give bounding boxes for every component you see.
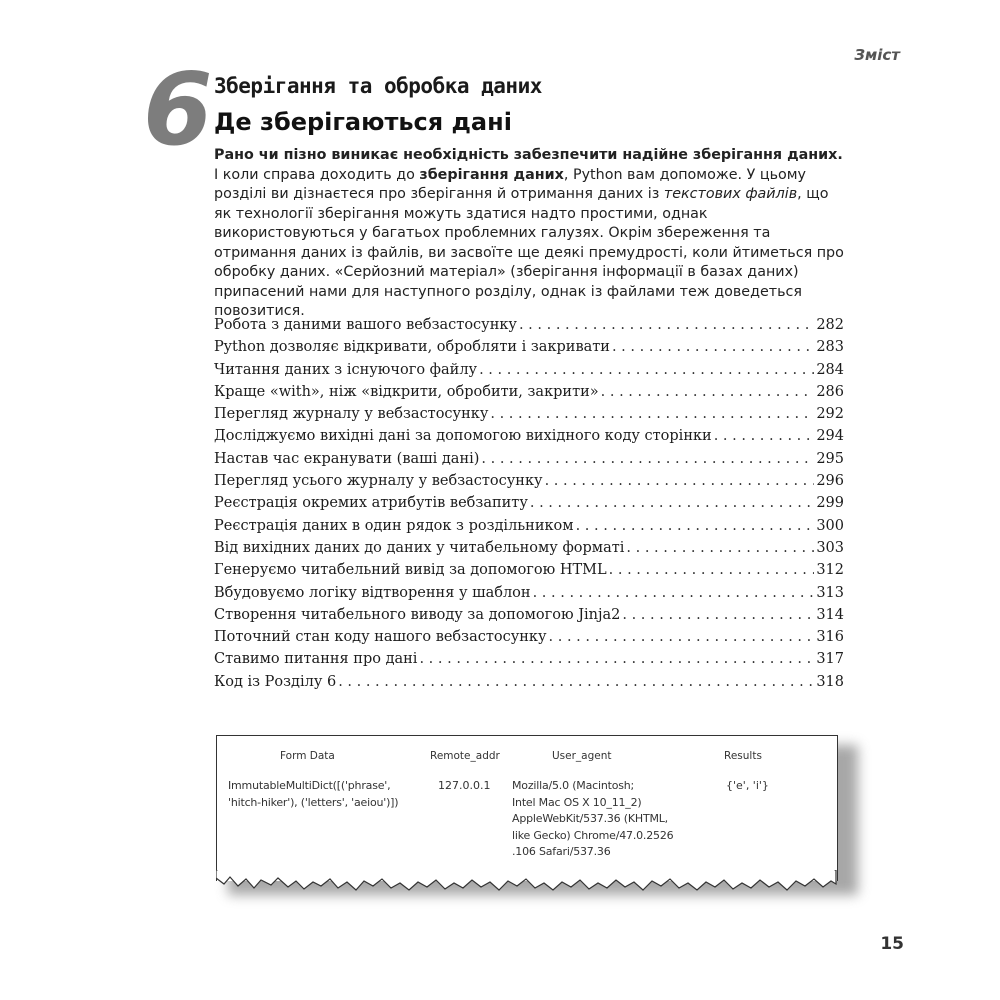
intro-italic: текстових файлів	[663, 186, 798, 202]
toc-entry-title: Від вихідних даних до даних у читабельному форматі	[214, 539, 625, 556]
torn-paper-edge	[216, 870, 839, 894]
toc-leader-dots	[533, 582, 815, 604]
toc-leader-dots	[626, 537, 814, 559]
log-cell-line: 'hitch-hiker'), ('letters', 'aeiou')])	[228, 795, 399, 809]
log-cell-line: AppleWebKit/537.36 (KHTML,	[512, 812, 668, 825]
toc-entry-page: 317	[816, 651, 844, 668]
table-of-contents	[214, 314, 844, 693]
log-cell-line: like Gecko) Chrome/47.0.2526	[512, 828, 674, 842]
toc-leader-dots	[490, 403, 814, 425]
toc-entry-title: Краще «with», ніж «відкрити, обробити, закрити»	[214, 383, 599, 400]
toc-entry-page: 294	[816, 428, 844, 445]
toc-entry-page: 282	[816, 317, 844, 333]
toc-entry-title: Поточний стан коду нашого вебзастосунку	[214, 629, 547, 646]
log-header-results: Results	[724, 750, 762, 762]
toc-entry-title: Читання даних з існуючого файлу	[214, 361, 478, 378]
toc-entry-page: 313	[816, 584, 844, 601]
log-cell-line: Mozilla/5.0 (Macintosh;	[512, 779, 635, 792]
toc-entry-page: 303	[816, 539, 844, 556]
toc-entry-page: 284	[816, 361, 844, 378]
toc-leader-dots	[622, 604, 814, 626]
toc-leader-dots	[481, 448, 814, 470]
intro-bold: зберігання даних	[419, 166, 564, 183]
toc-entry[interactable]	[214, 403, 844, 425]
toc-entry[interactable]	[214, 626, 844, 648]
toc-entry[interactable]	[214, 314, 844, 336]
toc-entry[interactable]	[214, 604, 844, 626]
running-header: Зміст	[854, 46, 900, 64]
toc-entry-title: Код із Розділу 6	[214, 673, 337, 690]
toc-entry[interactable]	[214, 381, 844, 403]
toc-entry-title: Вбудовуємо логіку відтворення у шаблон	[214, 584, 531, 601]
toc-entry-title: Перегляд усього журналу у вебзастосунку	[214, 473, 543, 490]
toc-entry[interactable]	[214, 671, 844, 693]
toc-leader-dots	[519, 314, 814, 336]
toc-entry-title: Реєстрація даних в один рядок з роздільником	[214, 517, 574, 534]
toc-entry-title: Реєстрація окремих атрибутів вебзапиту	[214, 495, 528, 512]
intro-text: , Python вам допоможе. У цьому розділі ви дізнаєтеся про зберігання й отримання даних із	[214, 166, 806, 202]
toc-entry-page: 312	[816, 562, 844, 579]
toc-entry-page: 295	[816, 450, 844, 467]
toc-entry-page: 299	[816, 495, 844, 512]
toc-leader-dots	[545, 470, 815, 492]
toc-leader-dots	[479, 359, 814, 381]
toc-entry[interactable]	[214, 448, 844, 470]
chapter-title: Зберігання та обробка даних	[214, 74, 542, 98]
toc-entry[interactable]	[214, 470, 844, 492]
log-cell-line: Intel Mac OS X 10_11_2)	[512, 795, 642, 809]
toc-entry-page: 314	[816, 606, 844, 623]
log-cell-user-agent	[512, 778, 673, 861]
log-cell-form-data	[228, 778, 398, 811]
toc-entry-page: 296	[816, 473, 844, 490]
log-cell-line: .106 Safari/537.36	[512, 845, 611, 858]
toc-entry[interactable]	[214, 425, 844, 447]
intro-paragraph	[214, 146, 846, 322]
toc-entry-title: Генеруємо читабельний вивід за допомогою HTML	[214, 562, 607, 579]
toc-entry[interactable]	[214, 336, 844, 358]
toc-leader-dots	[576, 515, 815, 537]
toc-entry-page: 292	[816, 406, 844, 423]
toc-entry-title: Python дозволяє відкривати, обробляти і закривати	[214, 339, 610, 356]
toc-leader-dots	[530, 492, 814, 514]
chapter-number: 6	[143, 51, 211, 168]
toc-entry-title: Створення читабельного виводу за допомогою Jinja2	[214, 606, 621, 623]
toc-entry[interactable]	[214, 648, 844, 670]
log-header-form-data: Form Data	[280, 750, 335, 762]
toc-leader-dots	[601, 381, 815, 403]
toc-entry-page: 283	[816, 339, 844, 356]
toc-entry-title: Ставимо питання про дані	[214, 651, 418, 668]
toc-entry-title: Робота з даними вашого вебзастосунку	[214, 317, 517, 333]
log-header-user-agent: User_agent	[552, 750, 612, 762]
page-number: 15	[880, 934, 904, 954]
chapter-subtitle: Де зберігаються дані	[214, 108, 512, 136]
intro-text: , що як технології зберігання можуть здатися надто простими, однак використовуються у багатьох проблемних галузях. Окрім збереження та отримання даних із файлів, ви засвоїте ще деякі премудрості, коли йтиметься про обробку даних. «Серйозний матеріал» (зберігання інформації в базах даних) припасений нами для наступного розділу, однак із файлами теж доведеться повозитися.	[214, 186, 844, 319]
toc-leader-dots	[612, 336, 814, 358]
log-cell-remote-addr: 127.0.0.1	[438, 779, 491, 792]
toc-entry-page: 316	[816, 629, 844, 646]
toc-entry[interactable]	[214, 492, 844, 514]
toc-entry-title: Досліджуємо вихідні дані за допомогою вихідного коду сторінки	[214, 428, 712, 445]
toc-entry[interactable]	[214, 582, 844, 604]
toc-entry[interactable]	[214, 359, 844, 381]
toc-entry-page: 300	[816, 517, 844, 534]
toc-leader-dots	[419, 648, 814, 670]
toc-entry[interactable]	[214, 559, 844, 581]
toc-entry[interactable]	[214, 537, 844, 559]
toc-entry-title: Настав час екранувати (ваші дані)	[214, 450, 480, 467]
toc-leader-dots	[714, 425, 815, 447]
toc-leader-dots	[549, 626, 815, 648]
toc-entry[interactable]	[214, 515, 844, 537]
toc-entry-title: Перегляд журналу у вебзастосунку	[214, 406, 489, 423]
toc-entry-page: 318	[816, 673, 844, 690]
log-header-remote-addr: Remote_addr	[430, 750, 500, 762]
toc-leader-dots	[609, 559, 815, 581]
intro-lead: Рано чи пізно виникає необхідність забезпечити надійне зберігання даних.	[214, 147, 843, 163]
log-cell-line: ImmutableMultiDict([('phrase',	[228, 779, 391, 792]
toc-entry-page: 286	[816, 383, 844, 400]
intro-text: І коли справа доходить до	[214, 166, 420, 183]
log-cell-results: {'e', 'i'}	[726, 779, 769, 792]
toc-leader-dots	[338, 671, 814, 693]
